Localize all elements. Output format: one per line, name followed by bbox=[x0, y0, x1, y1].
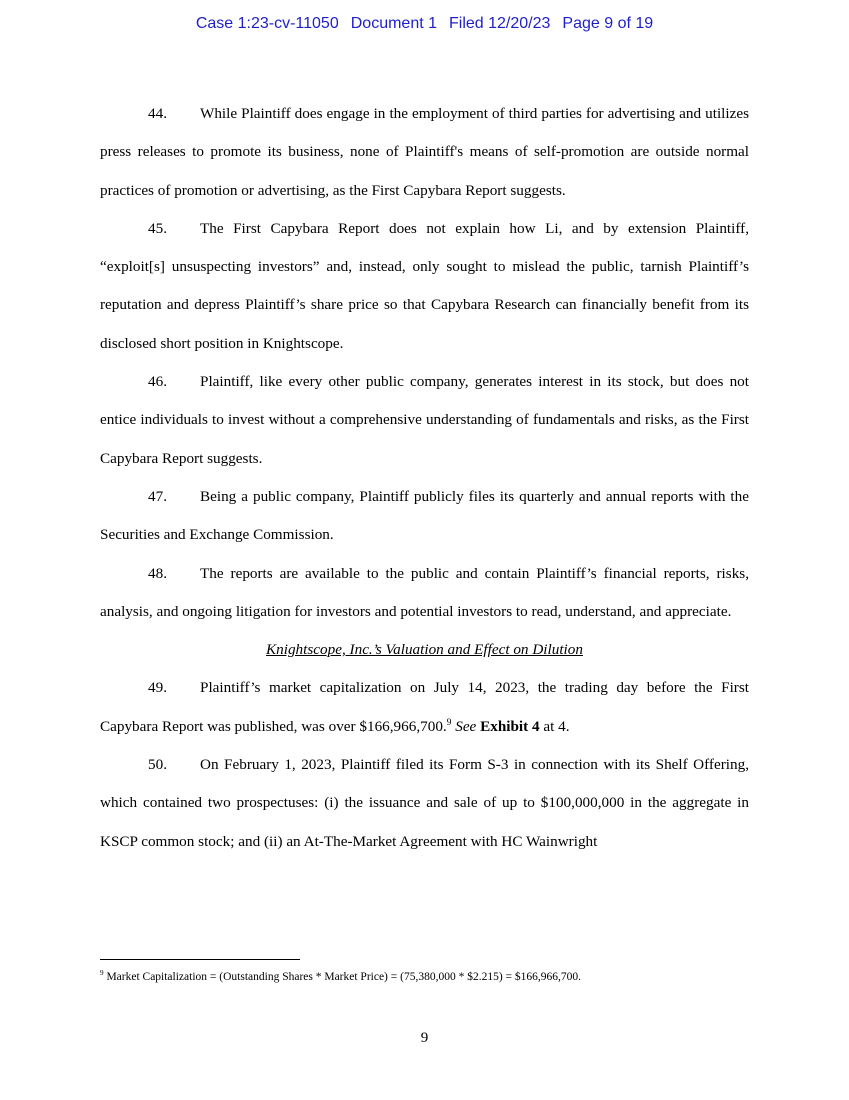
page-indicator: Page 9 of 19 bbox=[562, 15, 654, 32]
paragraph-text: Plaintiff’s market capitalization on July 14, 2023, the trading day before the First Capybara Report was published, was over $166,966,700. bbox=[100, 679, 749, 735]
paragraph-text: Plaintiff, like every other public company, generates interest in its stock, but does not entice individuals to invest without a comprehensive understanding of fundamentals and risks, as the First Capybara Report suggests. bbox=[100, 373, 749, 467]
document-body bbox=[100, 95, 749, 861]
paragraph-44 bbox=[100, 95, 749, 210]
filed-date: Filed 12/20/23 bbox=[449, 15, 551, 32]
paragraph-number: 48. bbox=[148, 564, 167, 582]
paragraph-text: The First Capybara Report does not explain how Li, and by extension Plaintiff, “exploit[s] unsuspecting investors” and, instead, only sought to mislead the public, tarnish Plaintiff’s reputation and depress Plaintiff’s share price so that Capybara Research can financially benefit from its disclosed short position in Knightscope. bbox=[100, 219, 749, 352]
paragraph-text: The reports are available to the public and contain Plaintiff’s financial reports, risks, analysis, and ongoing litigation for investors and potential investors to read, understand, and appreciate. bbox=[100, 564, 749, 620]
paragraph-number: 49. bbox=[148, 679, 167, 697]
paragraph-number: 50. bbox=[148, 756, 167, 774]
paragraph-text: While Plaintiff does engage in the employment of third parties for advertising and utilizes press releases to promote its business, none of Plaintiff's means of self-promotion are outside normal practices of promotion or advertising, as the First Capybara Report suggests. bbox=[100, 105, 749, 199]
page-number: 9 bbox=[420, 1030, 429, 1046]
paragraph-46 bbox=[100, 363, 749, 478]
paragraph-number: 47. bbox=[148, 487, 167, 505]
paragraph-number: 45. bbox=[148, 219, 167, 237]
paragraph-number: 46. bbox=[148, 373, 167, 391]
exhibit-reference: Exhibit 4 bbox=[480, 717, 540, 735]
document-number: Document 1 bbox=[350, 15, 437, 32]
paragraph-49 bbox=[100, 669, 749, 746]
footnote-9 bbox=[100, 969, 760, 985]
paragraph-50 bbox=[100, 746, 749, 861]
case-number: Case 1:23-cv-11050 bbox=[195, 15, 339, 32]
paragraph-48 bbox=[100, 555, 749, 632]
footnote-divider bbox=[100, 959, 300, 960]
section-heading: Knightscope, Inc.’s Valuation and Effect on Dilution bbox=[266, 641, 583, 659]
paragraph-text-end: at 4. bbox=[543, 717, 570, 735]
paragraph-text: On February 1, 2023, Plaintiff filed its Form S-3 in connection with its Shelf Offering, which contained two prospectuses: (i) the issuance and sale of up to $100,000,000 in the aggregate in KSCP common stock; and (ii) an At-The-Market Agreement with HC Wainwright bbox=[100, 756, 749, 850]
paragraph-45 bbox=[100, 210, 749, 363]
footnote-text: Market Capitalization = (Outstanding Shares * Market Price) = (75,380,000 * $2.215) = $166,966,700. bbox=[106, 971, 582, 983]
see-signal: See bbox=[455, 717, 477, 735]
filing-header bbox=[0, 15, 849, 33]
footnote-marker: 9 bbox=[100, 969, 104, 978]
paragraph-number: 44. bbox=[148, 105, 167, 122]
paragraph-text: Being a public company, Plaintiff publicly files its quarterly and annual reports with the Securities and Exchange Commission. bbox=[100, 487, 749, 544]
paragraph-47 bbox=[100, 478, 749, 555]
footnote-reference: 9 bbox=[446, 717, 452, 728]
